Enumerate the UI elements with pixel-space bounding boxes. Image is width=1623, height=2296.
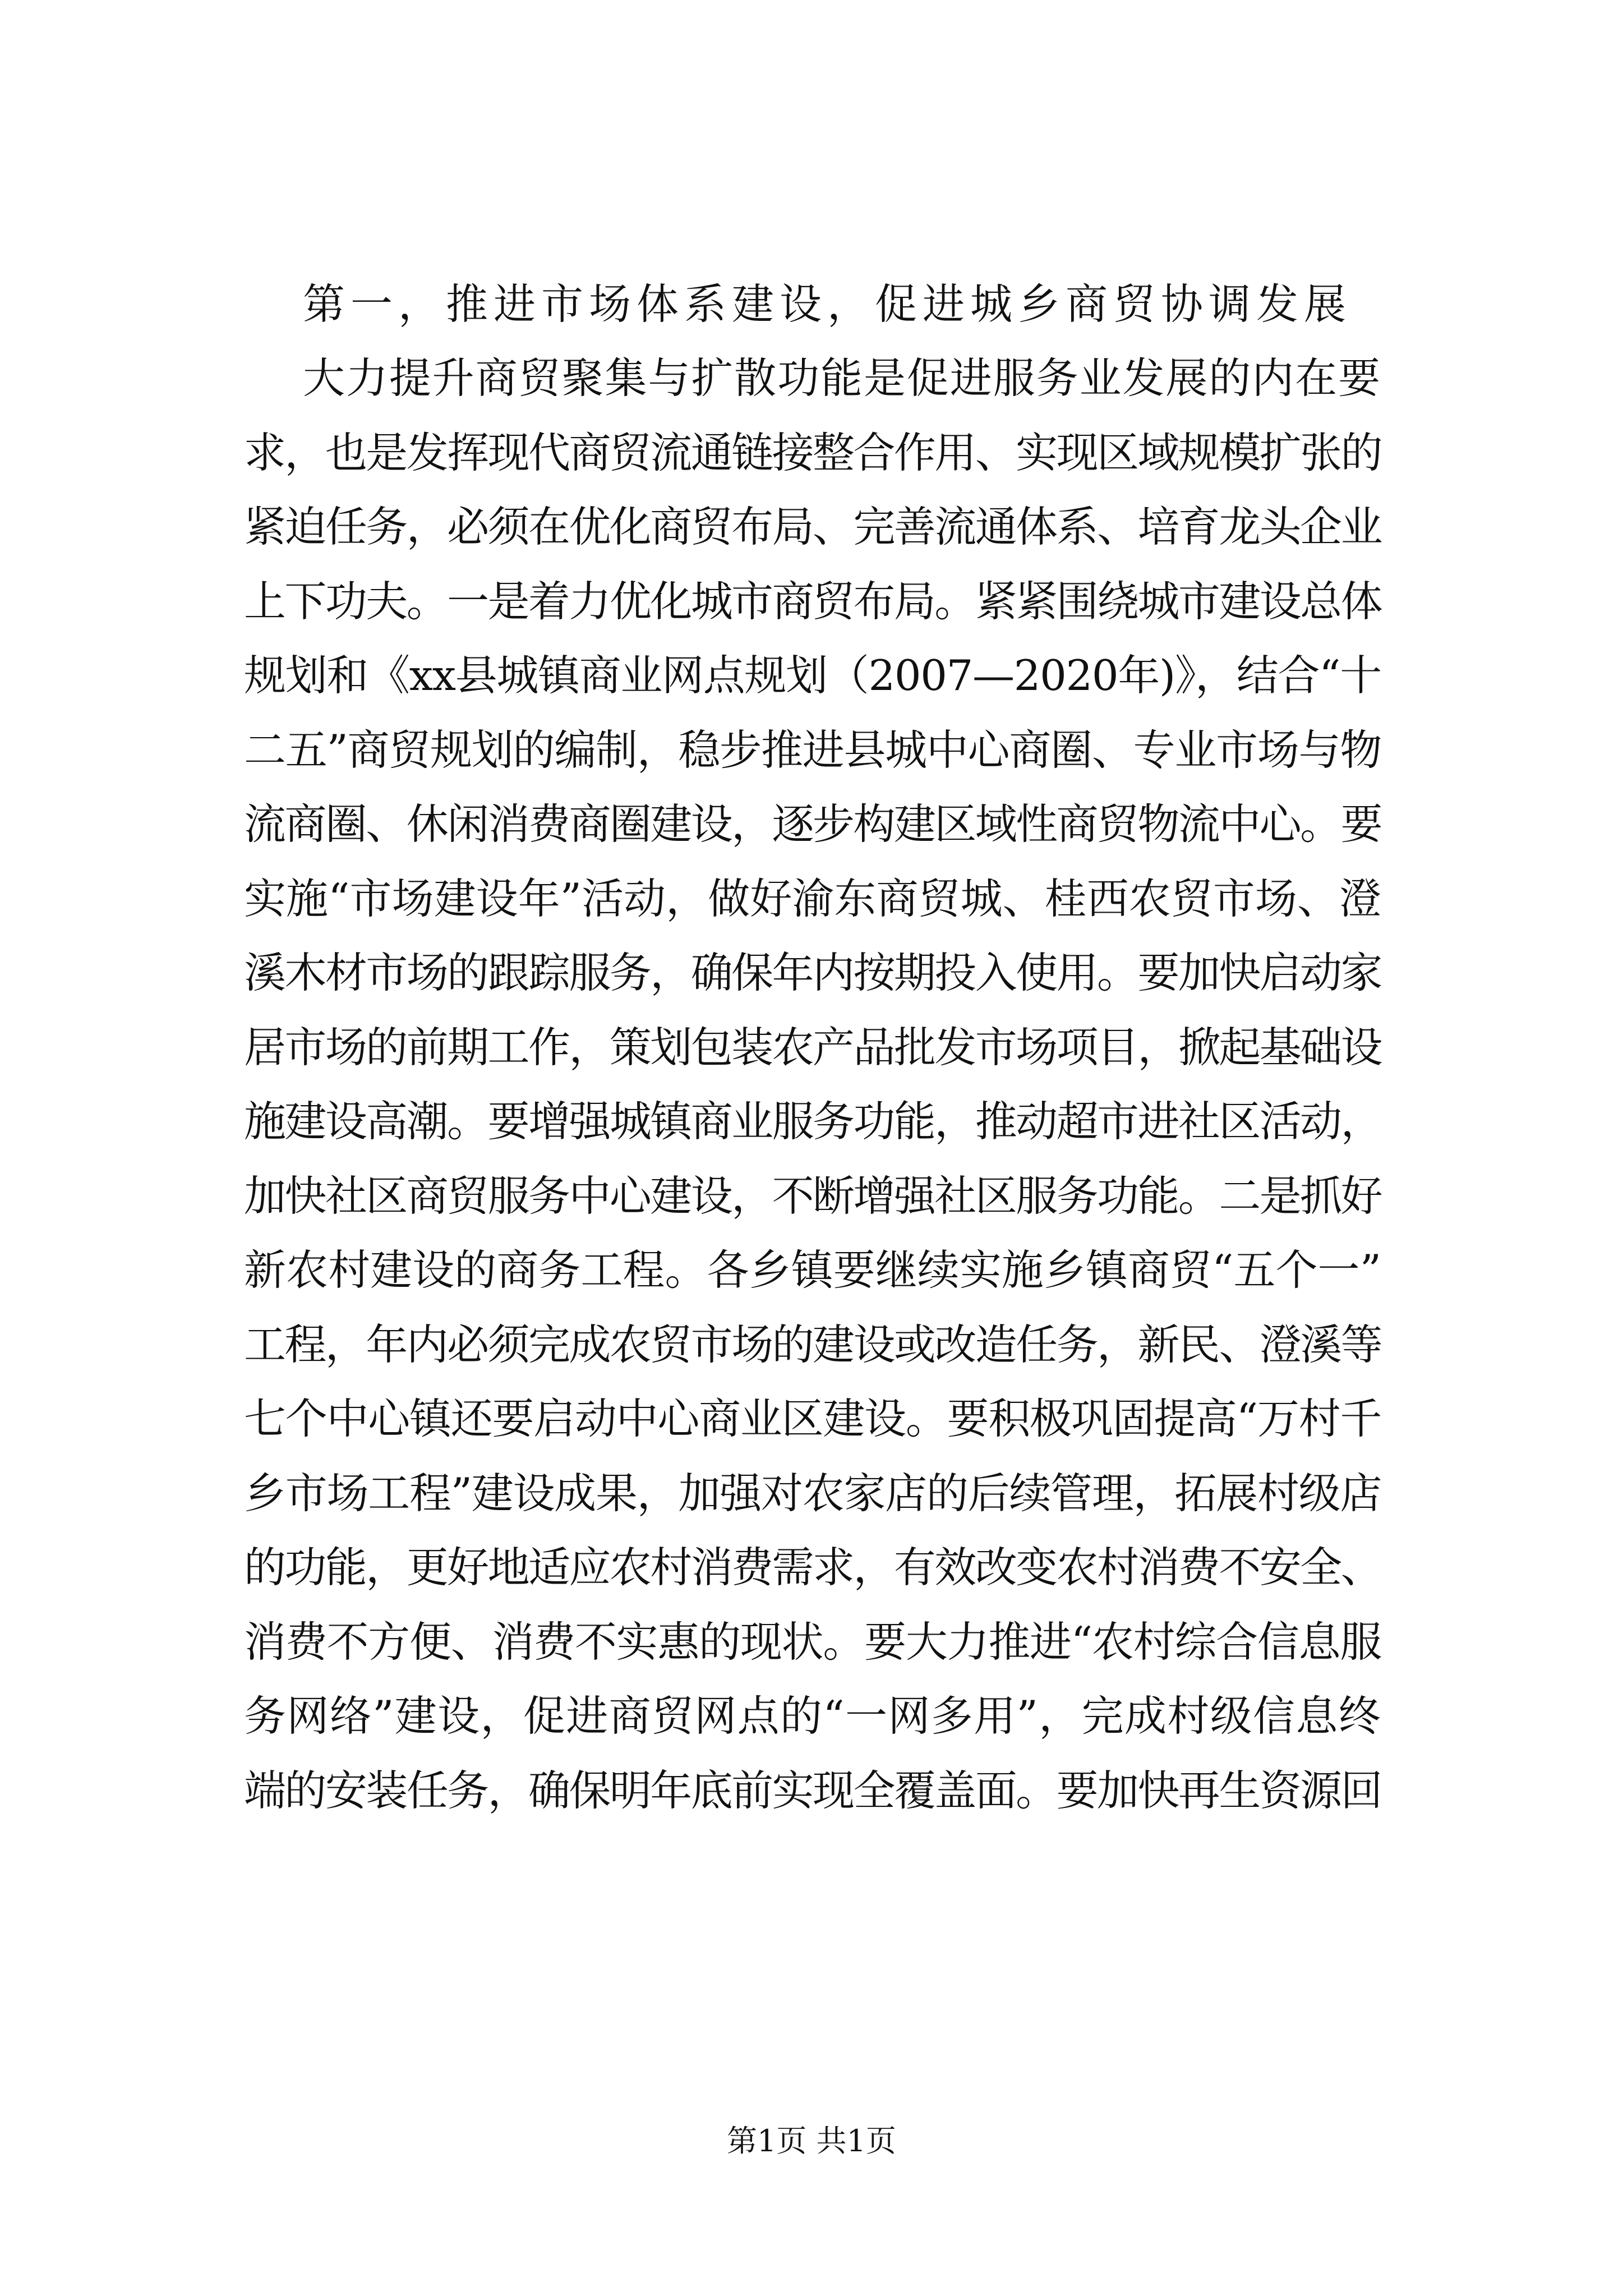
paragraph-line: 上下功夫。一是着力优化城市商贸布局。紧紧围绕城市建设总体 [244, 576, 1382, 626]
paragraph-line: 溪木材市场的跟踪服务，确保年内按期投入使用。要加快启动家 [244, 948, 1382, 997]
paragraph-line: 新农村建设的商务工程。各乡镇要继续实施乡镇商贸“五个一” [244, 1245, 1382, 1295]
paragraph-line: 流商圈、休闲消费商圈建设，逐步构建区域性商贸物流中心。要 [244, 799, 1382, 849]
paragraph-line: 务网络”建设，促进商贸网点的“一网多用”，完成村级信息终 [244, 1691, 1382, 1741]
paragraph-line: 端的安装任务，确保明年底前实现全覆盖面。要加快再生资源回 [244, 1765, 1382, 1815]
paragraph-line: 消费不方便、消费不实惠的现状。要大力推进“农村综合信息服 [244, 1617, 1382, 1667]
paragraph-line: 规划和《xx县城镇商业网点规划（2007—2020年)》，结合“十 [244, 651, 1381, 700]
paragraph-line: 工程，年内必须完成农贸市场的建设或改造任务，新民、澄溪等 [244, 1319, 1382, 1369]
paragraph-line: 二五”商贸规划的编制，稳步推进县城中心商圈、专业市场与物 [244, 725, 1382, 775]
paragraph-line: 加快社区商贸服务中心建设，不断增强社区服务功能。二是抓好 [244, 1171, 1382, 1221]
paragraph-line: 实施“市场建设年”活动，做好渝东商贸城、桂西农贸市场、澄 [244, 873, 1382, 923]
paragraph-line: 的功能，更好地适应农村消费需求，有效改变农村消费不安全、 [244, 1543, 1382, 1592]
paragraph-line: 大力提升商贸聚集与扩散功能是促进服务业发展的内在要 [303, 353, 1382, 403]
paragraph-line: 紧迫任务，必须在优化商贸布局、完善流通体系、培育龙头企业 [244, 502, 1382, 551]
paragraph-line: 七个中心镇还要启动中心商业区建设。要积极巩固提高“万村千 [244, 1394, 1382, 1443]
section-heading: 第一，推进市场体系建设，促进城乡商贸协调发展 [303, 279, 1352, 329]
paragraph-line: 求，也是发挥现代商贸流通链接整合作用、实现区域规模扩张的 [244, 427, 1382, 477]
paragraph-line: 施建设高潮。要增强城镇商业服务功能，推动超市进社区活动， [244, 1097, 1382, 1146]
page-footer: 第1页 共1页 [727, 2123, 896, 2159]
paragraph-line: 乡市场工程”建设成果，加强对农家店的后续管理，拓展村级店 [244, 1468, 1382, 1518]
paragraph-line: 居市场的前期工作，策划包装农产品批发市场项目，掀起基础设 [244, 1022, 1382, 1072]
